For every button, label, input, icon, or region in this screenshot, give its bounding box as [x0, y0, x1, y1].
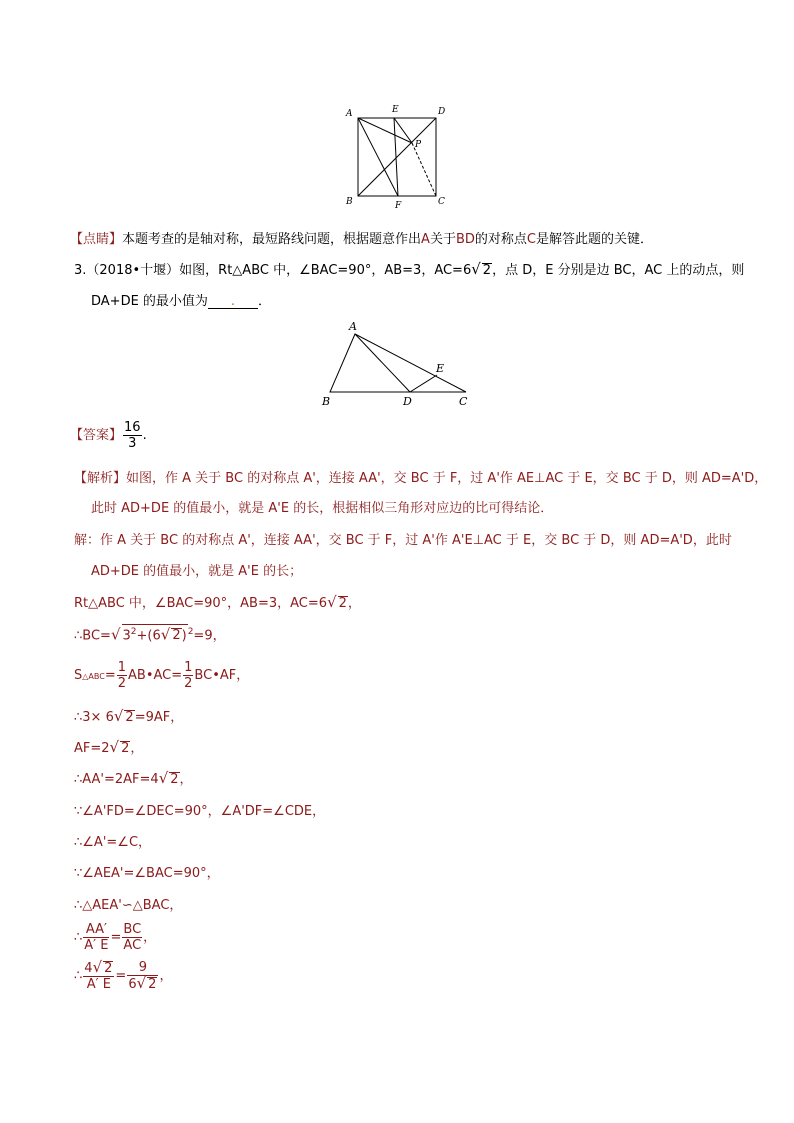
note-point-c: C	[526, 232, 536, 247]
label-e: E	[392, 105, 399, 115]
step-12-f1-num	[83, 960, 114, 977]
triangle-abc	[330, 334, 466, 392]
step-2-inner-radicand: 2	[172, 628, 181, 644]
answer-fraction	[123, 420, 142, 451]
analysis-text-2: 此时 AD+DE 的值最小，就是 A'E 的长，根据相似三角形对应边的比可得结论．	[91, 501, 554, 516]
segment-a-f	[358, 118, 398, 196]
question-text-1: 如图，Rt△ABC 中，∠BAC=90°，AB=3，AC=6	[179, 263, 472, 278]
step-12-end: ，	[159, 968, 173, 984]
sqrt-sign: √	[110, 625, 121, 644]
step-4-radicand: 2	[125, 710, 134, 725]
question-source: （2018•十堰）	[86, 263, 180, 278]
step-2-in-2: +(6	[136, 628, 161, 644]
step-3-fraction-2	[183, 660, 193, 691]
question-text-3: DA+DE 的最小值为	[91, 294, 208, 309]
label-b: B	[322, 395, 331, 408]
step-2-end: =9，	[193, 628, 226, 644]
question-number: 3.	[74, 263, 87, 278]
step-12-eq: =	[115, 968, 127, 984]
note-text-2: 关于	[429, 232, 456, 247]
step-12-f1-den: A′ E	[86, 977, 111, 992]
step-5-radicand: 2	[121, 741, 130, 756]
step-10-text: ∴△AEA'∽△BAC，	[74, 898, 183, 913]
step-11-end: ，	[143, 930, 157, 945]
step-12-f2-den-radicand: 2	[148, 977, 157, 992]
label-c: C	[459, 395, 468, 408]
step-12-f2-den-coef: 6	[128, 977, 137, 992]
label-f: F	[395, 201, 402, 210]
label-e: E	[436, 362, 445, 375]
step-7-text: ∵∠A'FD=∠DEC=90°，∠A'DF=∠CDE，	[74, 804, 326, 819]
step-7	[74, 800, 325, 819]
step-3-sub: △ABC	[82, 672, 105, 681]
label-a: A	[349, 320, 357, 333]
note-text-1: 本题考查的是轴对称，最短路线问题，根据题意作出	[122, 232, 422, 247]
analysis-tag: 【解析】	[74, 471, 127, 486]
step-12	[74, 960, 172, 992]
step-3-f2-den: 2	[184, 676, 193, 691]
sqrt-sign: √	[109, 738, 120, 756]
solution-text-2: AD+DE 的值最小，就是 A'E 的长；	[91, 564, 303, 579]
step-1-end: ，	[347, 596, 361, 611]
step-12-f1-num-radicand: 2	[104, 961, 113, 976]
label-d: D	[403, 395, 412, 408]
note-text-3: 的对称点	[474, 232, 527, 247]
answer-blank	[208, 294, 258, 309]
step-5-end: ，	[130, 741, 144, 756]
analysis-line-2	[91, 497, 553, 516]
step-11-f1-den: A′ E	[84, 938, 109, 953]
step-1-radicand: 2	[338, 596, 347, 611]
segment-de	[410, 375, 437, 392]
question-line-2	[91, 290, 271, 309]
step-11	[74, 922, 156, 953]
step-12-f2-num: 9	[127, 960, 158, 976]
step-2-in-3: )	[181, 628, 187, 644]
label-b: B	[346, 197, 353, 207]
question-radicand: 2	[482, 263, 492, 278]
step-6-text: ∴AA'=2AF=4	[74, 772, 159, 787]
sqrt-sign: √	[471, 260, 481, 278]
step-3-f1-num: 1	[117, 660, 127, 675]
label-d: D	[438, 107, 446, 117]
step-11-eq: =	[110, 930, 122, 945]
step-2-sup-2: 2	[187, 627, 194, 637]
step-6-end: ，	[179, 772, 193, 787]
step-12-fraction-2	[127, 960, 158, 992]
step-3-end: BC•AF，	[194, 668, 250, 683]
step-4	[74, 706, 183, 725]
sqrt-sign: √	[158, 769, 169, 787]
question-line-1	[74, 259, 744, 278]
step-3-eq: =	[104, 668, 116, 683]
note-line-bd: BD	[455, 232, 475, 247]
answer-end: .	[142, 428, 147, 443]
step-2-sup-1: 2	[130, 627, 137, 637]
step-11-f2-num: BC	[123, 922, 142, 937]
note-point-a: A	[421, 232, 430, 247]
question-text-2: ，点 D，E 分别是边 BC，AC 上的动点，则	[492, 263, 745, 278]
step-12-f1-num-coef: 4	[84, 961, 93, 976]
segment-pc-dashed	[412, 143, 436, 196]
step-8	[74, 831, 151, 850]
sqrt-sign: √	[327, 593, 337, 611]
question-text-end: ．	[257, 294, 271, 309]
step-9-text: ∵∠AEA'=∠BAC=90°，	[74, 866, 220, 881]
step-1	[74, 592, 361, 611]
step-3-mid: AB•AC=	[128, 668, 183, 683]
sqrt-sign-inner: √	[160, 625, 171, 644]
label-c: C	[438, 197, 445, 207]
step-8-text: ∴∠A'=∠C，	[74, 835, 152, 850]
step-3-s: S	[74, 668, 83, 683]
answer-denominator: 3	[128, 436, 137, 451]
step-4-end: =9AF，	[134, 710, 184, 725]
step-11-fraction-2	[122, 922, 142, 953]
step-12-f2-den	[127, 976, 158, 992]
step-10	[74, 894, 182, 913]
step-3	[74, 660, 249, 691]
step-3-fraction-1	[117, 660, 127, 691]
note-line	[70, 228, 653, 247]
segment-ap	[358, 118, 412, 143]
solution-line-2	[91, 560, 302, 579]
step-5-text: AF=2	[74, 741, 110, 756]
figure-triangle-diagram	[318, 318, 478, 410]
step-2-text: ∴BC=	[74, 628, 111, 644]
step-11-f1-num: AA′	[83, 922, 109, 938]
solution-text-1: 解：作 A 关于 BC 的对称点 A'，连接 AA'，交 BC 于 F，过 A'作 A'E⊥AC 于 E，交 BC 于 D，则 AD=A'D，此时	[74, 533, 732, 548]
note-text-4: 是解答此题的关键．	[535, 232, 653, 247]
analysis-text-1: 如图，作 A 关于 BC 的对称点 A'，连接 AA'，交 BC 于 F，过 A'作 AE⊥AC 于 E，交 BC 于 D，则 AD=A'D，	[126, 471, 768, 486]
step-12-therefore: ∴	[74, 968, 83, 984]
step-1-text: Rt△ABC 中，∠BAC=90°，AB=3，AC=6	[74, 596, 328, 611]
answer-numerator: 16	[124, 420, 141, 435]
label-a: A	[346, 109, 353, 119]
figure-square-diagram	[340, 100, 460, 210]
answer-tag: 【答案】	[70, 428, 123, 443]
step-11-fraction-1	[83, 922, 109, 953]
analysis-line-1	[74, 467, 767, 486]
solution-line-1	[74, 529, 732, 548]
note-tag: 【点睛】	[70, 232, 123, 247]
sqrt-sign: √	[113, 707, 124, 725]
step-6	[74, 768, 193, 787]
step-3-f2-num: 1	[184, 660, 193, 675]
sqrt-sign: √	[92, 958, 103, 976]
step-3-f1-den: 2	[117, 676, 127, 691]
step-4-text: ∴3× 6	[74, 710, 114, 725]
step-11-therefore: ∴	[74, 930, 83, 945]
step-12-fraction-1	[83, 960, 114, 992]
step-2	[74, 624, 226, 643]
step-2-radicand	[122, 624, 188, 643]
step-2-in-1: 3	[122, 628, 131, 644]
sqrt-sign: √	[136, 974, 147, 992]
step-11-f2-den: AC	[123, 938, 142, 953]
segment-ad	[355, 334, 410, 392]
step-9	[74, 862, 220, 881]
blank-mark: .	[230, 294, 235, 309]
answer-line	[70, 420, 147, 451]
step-5	[74, 737, 143, 756]
step-6-radicand: 2	[170, 772, 179, 787]
label-p: P	[415, 140, 422, 150]
